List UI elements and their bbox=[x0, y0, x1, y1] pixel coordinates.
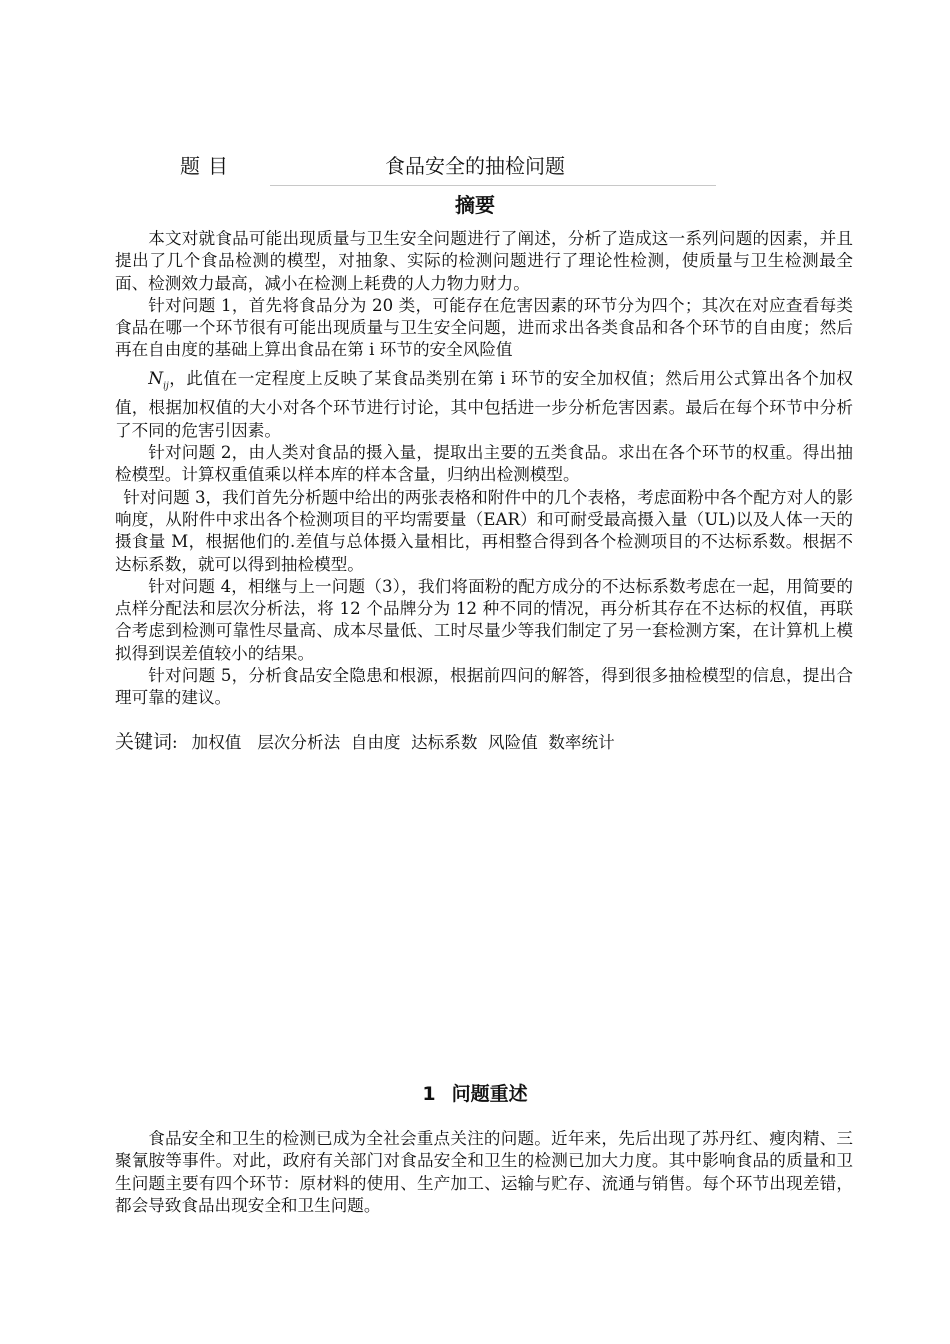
section-1-heading bbox=[0, 1079, 950, 1109]
abstract-paragraph-6: 针对问题 5，分析食品安全隐患和根源，根据前四问的解答，得到很多抽检模型的信息，提出合理可靠的建议。 bbox=[115, 666, 853, 708]
abstract-paragraph-5: 针对问题 4，相继与上一问题（3），我们将面粉的配方成分的不达标系数考虑在一起，用简要的点样分配法和层次分析法，将 12 个品牌分为 12 种不同的情况，再分析其存在不达标的权值，再联合考虑到检测可靠性尽量高、成本尽量低、工时尽量少等我们制定了另一套检测方案，在计算机上模拟得到误差值较小的结果。 bbox=[115, 576, 853, 663]
title-row bbox=[180, 150, 780, 182]
keywords-list: 加权值 层次分析法 自由度 达标系数 风险值 数率统计 bbox=[191, 733, 615, 752]
keywords-line bbox=[115, 728, 853, 757]
keywords-colon: : bbox=[172, 733, 178, 752]
risk-value-symbol-letter: N bbox=[148, 368, 164, 389]
abstract-paragraph-1: 本文对就食品可能出现质量与卫生安全问题进行了阐述，分析了造成这一系列问题的因素，并且提出了几个食品检测的模型，对抽象、实际的检测问题进行了理论性检测，使质量与卫生检测最全面、检测效力最高，减小在检测上耗费的人力物力财力。 bbox=[115, 229, 853, 293]
abstract-paragraph-3: 针对问题 2，由人类对食品的摄入量，提取出主要的五类食品。求出在各个环节的权重。得出抽检模型。计算权重值乘以样本库的样本含量，归纳出检测模型。 bbox=[115, 443, 853, 485]
title-divider bbox=[270, 185, 716, 186]
abstract-paragraph-2 bbox=[115, 295, 853, 442]
section-1-paragraph-1: 食品安全和卫生的检测已成为全社会重点关注的问题。近年来，先后出现了苏丹红、瘦肉精、三聚氰胺等事件。对此，政府有关部门对食品安全和卫生的检测已加大力度。其中影响食品的质量和卫生问题主要有四个环节：原材料的使用、生产加工、运输与贮存、流通与销售。每个环节出现差错，都会导致食品出现安全和卫生问题。 bbox=[115, 1129, 853, 1215]
title-label: 题目 bbox=[180, 154, 236, 178]
paper-title: 食品安全的抽检问题 bbox=[385, 154, 565, 178]
risk-value-symbol bbox=[115, 368, 169, 398]
abstract-paragraph-2-text-a: 针对问题 1，首先将食品分为 20 类，可能存在危害因素的环节分为四个；其次在对应查看每类食品在哪一个环节很有可能出现质量与卫生安全问题，进而求出各类食品和各个环节的自由度；然后再在自由度的基础上算出食品在第 i 环节的安全风险值 bbox=[115, 295, 853, 360]
abstract-paragraph-2-text-b: ，此值在一定程度上反映了某食品类别在第 i 环节的安全加权值；然后用公式算出各个加权值，根据加权值的大小对各个环节进行讨论，其中包括进一步分析危害因素。最后在每个环节中分析了不同的危害引因素。 bbox=[115, 368, 853, 440]
keywords-label: 关键词 bbox=[115, 731, 173, 753]
section-1-body bbox=[115, 1128, 853, 1217]
section-1-title: 问题重述 bbox=[451, 1083, 528, 1105]
risk-value-subscript: ij bbox=[163, 381, 169, 392]
abstract-heading: 摘要 bbox=[455, 193, 495, 217]
abstract-body bbox=[115, 228, 853, 710]
section-1-number: 1 bbox=[422, 1083, 436, 1105]
abstract-paragraph-4: 针对问题 3，我们首先分析题中给出的两张表格和附件中的几个表格，考虑面粉中各个配方对人的影响度，从附件中求出各个检测项目的平均需要量（EAR）和可耐受最高摄入量（UL)以及人体一天的摄食量 M，根据他们的.差值与总体摄入量相比，再相整合得到各个检测项目的不达标系数。根据不达标系数，就可以得到抽检模型。 bbox=[115, 487, 853, 574]
